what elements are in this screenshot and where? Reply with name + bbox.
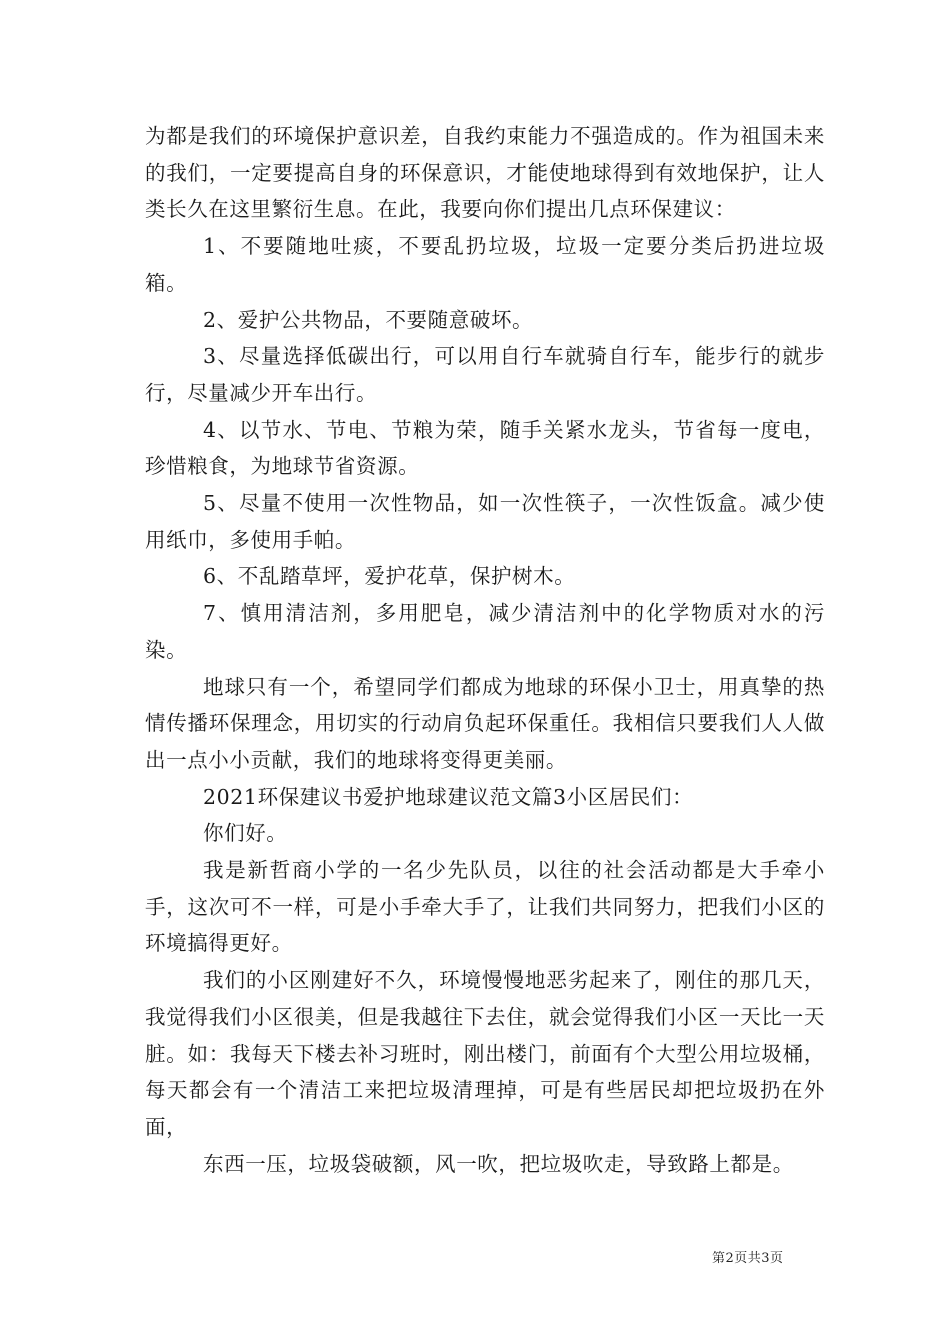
paragraph: 6、不乱踏草坪，爱护花草，保护树木。 [203,564,576,589]
greeting: 你们好。 [203,821,288,846]
paragraph: 2、爱护公共物品，不要随意破坏。 [203,307,534,332]
document-body [145,118,825,1182]
paragraph: 3、尽量选择低碳出行，可以用自行车就骑自行车，能步行的就步行，尽量减少开车出行。 [145,344,825,405]
paragraph: 7、慎用清洁剂，多用肥皂，减少清洁剂中的化学物质对水的污染。 [145,601,825,662]
paragraph: 我们的小区刚建好不久，环境慢慢地恶劣起来了，刚住的那几天，我觉得我们小区很美，但是我越往下去住，就会觉得我们小区一天比一天脏。如：我每天下楼去补习班时，刚出楼门，前面有个大型公用垃圾桶，每天都会有一个清洁工来把垃圾清理掉，可是有些居民却把垃圾扔在外面， [145,968,825,1139]
page-number: 第2页共3页 [712,1251,784,1266]
paragraph: 为都是我们的环境保护意识差，自我约束能力不强造成的。作为祖国未来的我们，一定要提高自身的环保意识，才能使地球得到有效地保护，让人类长久在这里繁衍生息。在此，我要向你们提出几点环保建议： [145,124,825,222]
section-heading: 2021环保建议书爱护地球建议范文篇3小区居民们： [203,784,694,809]
paragraph: 我是新哲商小学的一名少先队员，以往的社会活动都是大手牵小手，这次可不一样，可是小手牵大手了，让我们共同努力，把我们小区的环境搞得更好。 [145,858,825,956]
paragraph: 东西一压，垃圾袋破额，风一吹，把垃圾吹走，导致路上都是。 [203,1151,794,1176]
paragraph: 地球只有一个，希望同学们都成为地球的环保小卫士，用真挚的热情传播环保理念，用切实的行动肩负起环保重任。我相信只要我们人人做出一点小小贡献，我们的地球将变得更美丽。 [145,674,825,772]
paragraph: 5、尽量不使用一次性物品，如一次性筷子，一次性饭盒。减少使用纸巾，多使用手帕。 [145,491,825,552]
paragraph: 4、以节水、节电、节粮为荣，随手关紧水龙头，节省每一度电，珍惜粮食，为地球节省资源。 [145,417,825,479]
paragraph: 1、不要随地吐痰，不要乱扔垃圾，垃圾一定要分类后扔进垃圾箱。 [145,234,825,295]
